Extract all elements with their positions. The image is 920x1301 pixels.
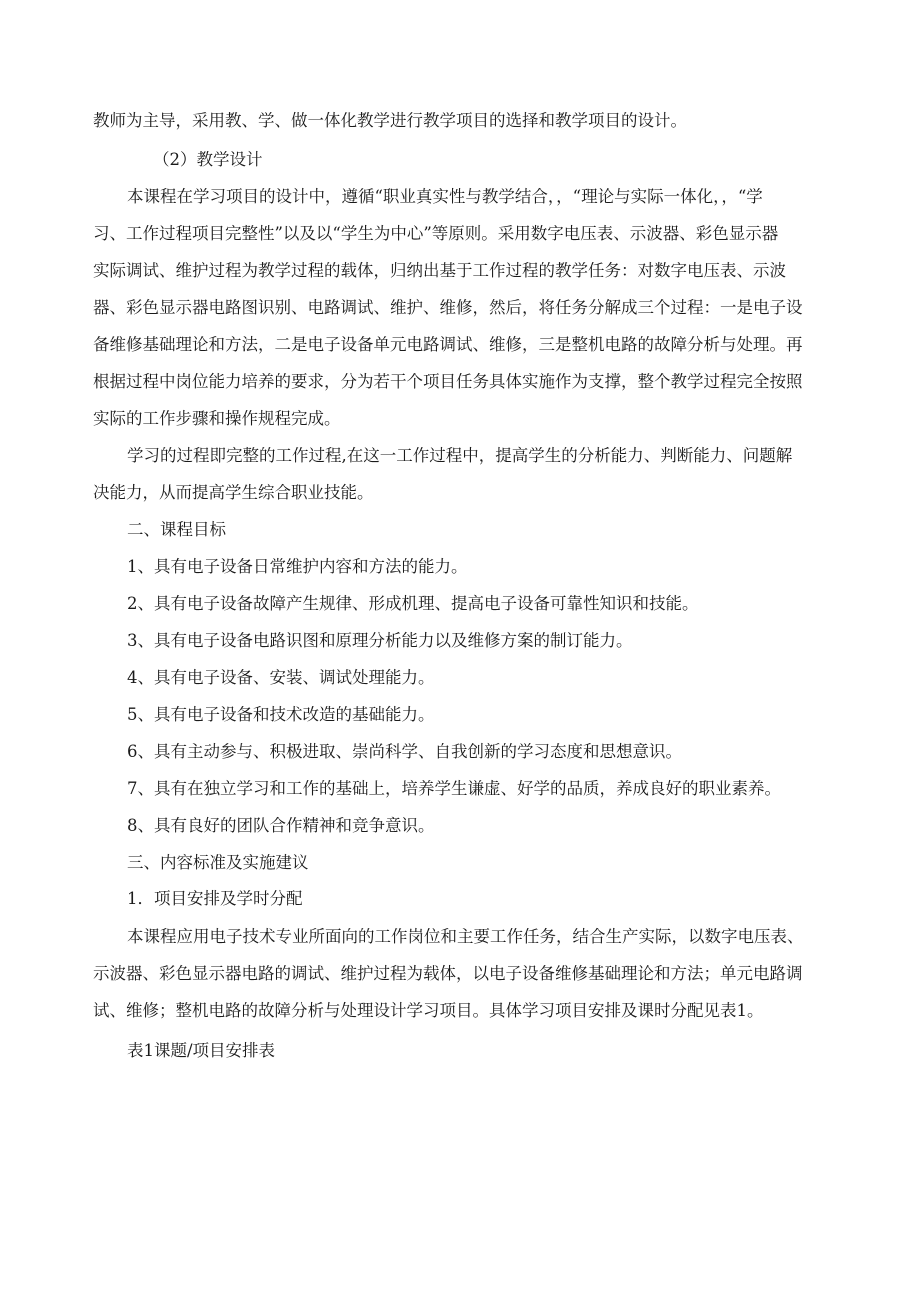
- paragraph-line: 实际调试、维护过程为教学过程的载体，归纳出基于工作过程的教学任务：对数字电压表、示波: [93, 261, 786, 280]
- paragraph-line: 实际的工作步骤和操作规程完成。: [93, 409, 341, 428]
- list-item: 3、具有电子设备电路识图和原理分析能力以及维修方案的制订能力。: [127, 631, 633, 650]
- section-heading: 二、课程目标: [127, 520, 226, 539]
- paragraph-line: 本课程在学习项目的设计中，遵循“职业真实性与教学结合，，“理论与实际一体化，，“学: [127, 187, 763, 206]
- list-item: 4、具有电子设备、安装、调试处理能力。: [127, 668, 435, 687]
- list-item: 6、具有主动参与、积极进取、崇尚科学、自我创新的学习态度和思想意识。: [127, 742, 682, 761]
- list-item: 2、具有电子设备故障产生规律、形成机理、提高电子设备可靠性知识和技能。: [127, 594, 699, 613]
- paragraph-line: 习、工作过程项目完整性”以及以“学生为中心”等原则。采用数字电压表、示波器、彩色显示器: [93, 224, 779, 243]
- subsection-heading: 1．项目安排及学时分配: [127, 889, 303, 908]
- paragraph-line: 试、维修；整机电路的故障分析与处理设计学习项目。具体学习项目安排及课时分配见表1。: [93, 1001, 764, 1020]
- paragraph-line: 决能力，从而提高学生综合职业技能。: [93, 483, 374, 502]
- paragraph-line: 教师为主导，采用教、学、做一体化教学进行教学项目的选择和教学项目的设计。: [93, 111, 687, 130]
- list-item: 5、具有电子设备和技术改造的基础能力。: [127, 705, 435, 724]
- paragraph-line: 备维修基础理论和方法，二是电子设备单元电路调试、维修，三是整机电路的故障分析与处理。再: [93, 335, 803, 354]
- paragraph-line: 本课程应用电子技术专业所面向的工作岗位和主要工作任务，结合生产实际，以数字电压表、: [127, 927, 804, 946]
- paragraph-line: 根据过程中岗位能力培养的要求，分为若干个项目任务具体实施作为支撑，整个教学过程完全按照: [93, 372, 803, 391]
- list-item: 7、具有在独立学习和工作的基础上，培养学生谦虚、好学的品质，养成良好的职业素养。: [127, 779, 781, 798]
- paragraph-line: 器、彩色显示器电路图识别、电路调试、维护、维修，然后，将任务分解成三个过程：一是电子设: [93, 298, 803, 317]
- table-caption: 表1课题/项目安排表: [127, 1041, 276, 1060]
- list-item: 8、具有良好的团队合作精神和竞争意识。: [127, 816, 435, 835]
- section-heading: （2）教学设计: [153, 150, 263, 169]
- paragraph-line: 示波器、彩色显示器电路的调试、维护过程为载体，以电子设备维修基础理论和方法；单元电路调: [93, 964, 803, 983]
- list-item: 1、具有电子设备日常维护内容和方法的能力。: [127, 557, 468, 576]
- section-heading: 三、内容标准及实施建议: [127, 853, 309, 872]
- paragraph-line: 学习的过程即完整的工作过程,在这一工作过程中，提高学生的分析能力、判断能力、问题解: [127, 446, 793, 465]
